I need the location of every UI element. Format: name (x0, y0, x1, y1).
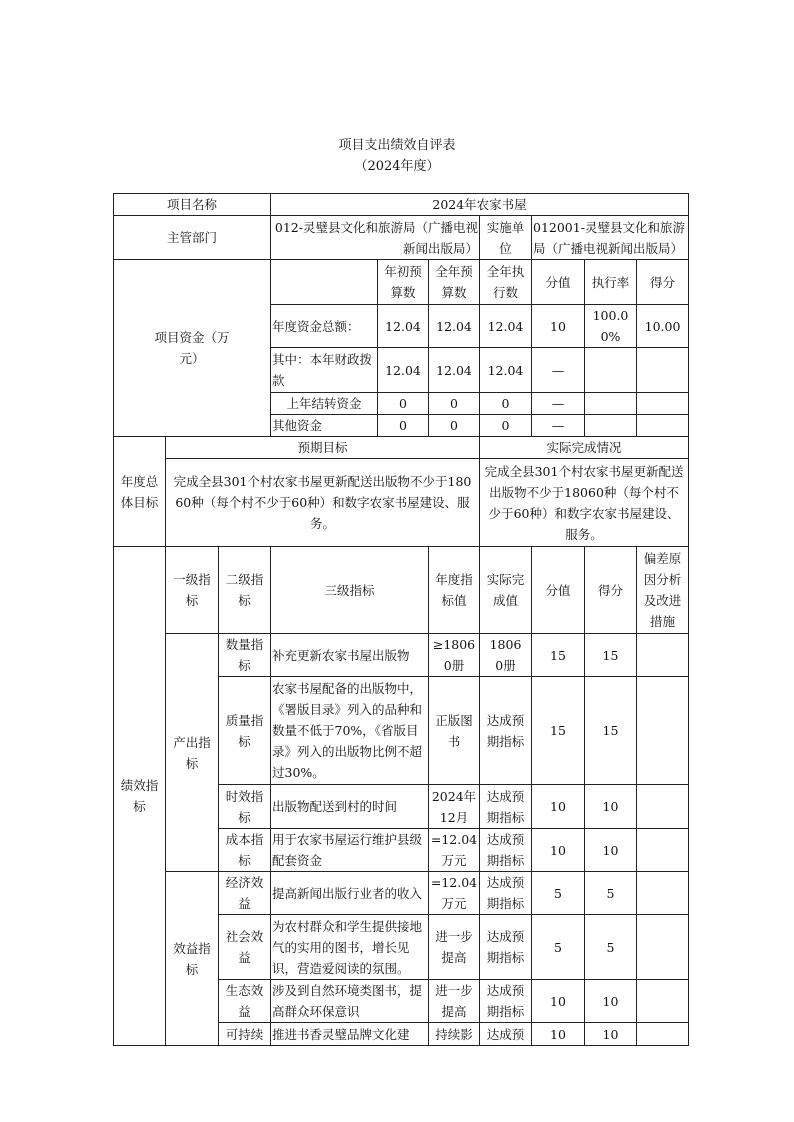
perf-target: 持续影 (429, 1023, 480, 1046)
perf-actual: 达成预期指标 (480, 980, 532, 1023)
perf-header: 分值 (532, 547, 585, 634)
perf-target: 正版图书 (429, 677, 480, 785)
unit-label: 实施单位 (480, 216, 532, 260)
perf-level2: 成本指标 (219, 829, 271, 872)
project-name-value: 2024年农家书屋 (271, 194, 689, 216)
perf-note (637, 1023, 689, 1046)
funds-value: 0 (378, 415, 429, 437)
funds-value: 0 (480, 415, 532, 437)
funds-value: 12.04 (378, 305, 429, 348)
funds-value (637, 348, 689, 393)
funds-value: 0 (429, 393, 480, 415)
perf-actual: 达成预 (480, 1023, 532, 1046)
funds-row-label: 其中：本年财政拨款 (271, 348, 378, 393)
funds-header: 全年预算数 (429, 260, 480, 305)
perf-label: 绩效指标 (114, 547, 166, 1046)
perf-note (637, 872, 689, 915)
perf-target: ≥18060册 (429, 634, 480, 677)
perf-target: 2024年12月 (429, 785, 480, 829)
perf-score: 5 (585, 872, 637, 915)
funds-value: 0 (429, 415, 480, 437)
perf-note (637, 677, 689, 785)
unit-value: 012001-灵璧县文化和旅游局（广播电视新闻出版局） (532, 216, 689, 260)
table-row (114, 194, 689, 216)
funds-value: 12.04 (429, 305, 480, 348)
perf-header: 得分 (585, 547, 637, 634)
perf-level2: 生态效益 (219, 980, 271, 1023)
dept-label: 主管部门 (114, 216, 271, 260)
perf-level2: 质量指标 (219, 677, 271, 785)
perf-score: 10 (585, 980, 637, 1023)
table-row (114, 459, 689, 547)
funds-row-label: 年度资金总额： (271, 305, 378, 348)
funds-value: — (532, 348, 585, 393)
perf-actual: 18060册 (480, 634, 532, 677)
perf-level3: 出版物配送到村的时间 (271, 785, 429, 829)
perf-level3: 农家书屋配备的出版物中，《署版目录》列入的品种和数量不低于70%，《省版目录》列入的出版物比例不超过30%。 (271, 677, 429, 785)
perf-level3: 提高新闻出版行业者的收入 (271, 872, 429, 915)
perf-note (637, 980, 689, 1023)
perf-note (637, 634, 689, 677)
perf-level2: 经济效益 (219, 872, 271, 915)
document-subtitle: （2024年度） (354, 159, 440, 174)
perf-group-name: 产出指标 (166, 634, 219, 872)
perf-level2: 时效指标 (219, 785, 271, 829)
funds-value: — (532, 393, 585, 415)
table-row (114, 547, 689, 634)
funds-header: 分值 (532, 260, 585, 305)
perf-score: 10 (585, 1023, 637, 1046)
perf-score-max: 15 (532, 677, 585, 785)
perf-score: 10 (585, 785, 637, 829)
funds-value: 100.00% (585, 305, 637, 348)
perf-actual: 达成预期指标 (480, 785, 532, 829)
funds-value (585, 393, 637, 415)
funds-header: 得分 (637, 260, 689, 305)
table-row (114, 260, 689, 305)
perf-level2: 社会效益 (219, 915, 271, 980)
perf-level3: 为农村群众和学生提供接地气的实用的图书，增长见识，营造爱阅读的氛围。 (271, 915, 429, 980)
perf-actual: 达成预期指标 (480, 872, 532, 915)
funds-value (585, 415, 637, 437)
perf-score-max: 5 (532, 915, 585, 980)
perf-target: =12.04万元 (429, 829, 480, 872)
perf-score: 5 (585, 915, 637, 980)
dept-value: 012-灵璧县文化和旅游局（广播电视新闻出版局） (271, 216, 480, 260)
funds-label: 项目资金（万元） (114, 260, 271, 437)
funds-value: 12.04 (378, 348, 429, 393)
table-row (114, 437, 689, 459)
evaluation-table (113, 193, 689, 1046)
funds-header: 全年执行数 (480, 260, 532, 305)
funds-value: 12.04 (429, 348, 480, 393)
perf-header: 年度指标值 (429, 547, 480, 634)
funds-value: — (532, 415, 585, 437)
perf-target: =12.04万元 (429, 872, 480, 915)
funds-row-label: 其他资金 (271, 415, 378, 437)
perf-header: 二级指标 (219, 547, 271, 634)
perf-note (637, 829, 689, 872)
perf-note (637, 785, 689, 829)
perf-target: 进一步提高 (429, 915, 480, 980)
perf-header: 实际完成值 (480, 547, 532, 634)
perf-note (637, 915, 689, 980)
perf-header: 一级指标 (166, 547, 219, 634)
goals-expected-label: 预期目标 (166, 437, 480, 459)
funds-header: 执行率 (585, 260, 637, 305)
funds-row-label: 上年结转资金 (271, 393, 378, 415)
funds-value (585, 348, 637, 393)
goals-actual-label: 实际完成情况 (480, 437, 689, 459)
perf-score-max: 15 (532, 634, 585, 677)
perf-target: 进一步提高 (429, 980, 480, 1023)
perf-actual: 达成预期指标 (480, 829, 532, 872)
perf-score-max: 10 (532, 829, 585, 872)
perf-score-max: 5 (532, 872, 585, 915)
funds-header-blank (271, 260, 378, 305)
perf-score: 15 (585, 634, 637, 677)
funds-value: 10.00 (637, 305, 689, 348)
perf-level3: 用于农家书屋运行维护县级配套资金 (271, 829, 429, 872)
goals-label: 年度总体目标 (114, 437, 166, 547)
funds-header: 年初预算数 (378, 260, 429, 305)
funds-value: 0 (480, 393, 532, 415)
funds-value (637, 415, 689, 437)
perf-header: 偏差原因分析及改进措施 (637, 547, 689, 634)
perf-level3: 补充更新农家书屋出版物 (271, 634, 429, 677)
perf-score: 15 (585, 677, 637, 785)
table-row (114, 634, 689, 677)
goals-actual-text: 完成全县301个村农家书屋更新配送出版物不少于18060种（每个村不少于60种）和数字农家书屋建设、服务。 (480, 459, 689, 547)
perf-level3: 涉及到自然环境类图书，提高群众环保意识 (271, 980, 429, 1023)
perf-score: 10 (585, 829, 637, 872)
perf-level2: 数量指标 (219, 634, 271, 677)
perf-score-max: 10 (532, 1023, 585, 1046)
project-name-label: 项目名称 (114, 194, 271, 216)
goals-expected-text: 完成全县301个村农家书屋更新配送出版物不少于18060种（每个村不少于60种）和数字农家书屋建设、服务。 (166, 459, 480, 547)
perf-header: 三级指标 (271, 547, 429, 634)
document-title: 项目支出绩效自评表 (338, 138, 456, 153)
funds-value: 12.04 (480, 348, 532, 393)
perf-level2: 可持续 (219, 1023, 271, 1046)
funds-value: 10 (532, 305, 585, 348)
table-row (114, 216, 689, 260)
perf-actual: 达成预期指标 (480, 915, 532, 980)
perf-score-max: 10 (532, 980, 585, 1023)
perf-actual: 达成预期指标 (480, 677, 532, 785)
perf-score-max: 10 (532, 785, 585, 829)
funds-value: 0 (378, 393, 429, 415)
funds-value: 12.04 (480, 305, 532, 348)
evaluation-table-wrapper (113, 193, 688, 1042)
table-row (114, 872, 689, 915)
perf-level3: 推进书香灵璧品牌文化建 (271, 1023, 429, 1046)
perf-group-name: 效益指标 (166, 872, 219, 1046)
funds-value (637, 393, 689, 415)
